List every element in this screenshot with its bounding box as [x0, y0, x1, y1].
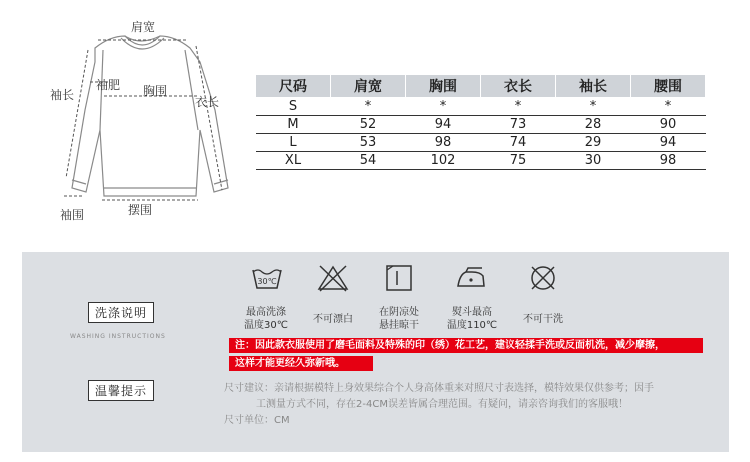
measurement-diagram: [0, 0, 250, 240]
header-waist: 腰围: [631, 75, 706, 98]
cell: 98: [631, 152, 706, 170]
cell: 102: [406, 152, 481, 170]
cell: 30: [556, 152, 631, 170]
wash-30-icon: [250, 264, 284, 292]
care-label-line: 在阴凉处: [379, 307, 419, 318]
size-table: [255, 74, 706, 170]
sweater-outline-icon: [0, 0, 250, 240]
header-sleeve: 袖长: [556, 75, 631, 98]
wash-temp-text: 30℃: [257, 277, 277, 286]
label-body-length: 衣长: [195, 95, 220, 109]
header-shoulder: 肩宽: [331, 75, 406, 98]
label-shoulder: 肩宽: [131, 20, 156, 34]
label-hem: 摆围: [128, 203, 153, 217]
cell: 74: [481, 134, 556, 152]
care-label-wash: [227, 306, 305, 332]
care-label-line: 最高洗涤: [246, 307, 286, 318]
care-label-dryclean: [508, 313, 578, 326]
care-label-line: 熨斗最高: [452, 307, 492, 318]
cell: *: [556, 98, 631, 116]
cell: 53: [331, 134, 406, 152]
care-label-line: 不可干洗: [523, 314, 563, 325]
cell: 52: [331, 116, 406, 134]
header-size: 尺码: [256, 75, 331, 98]
label-sleeve-length: 袖长: [50, 88, 75, 102]
cell: *: [331, 98, 406, 116]
line-dry-shade-icon: [382, 264, 416, 292]
tips-line: 尺寸建议：亲请根据模特上身效果综合个人身高体重来对照尺寸表选择，模特效果仅供参考；因手: [224, 383, 654, 394]
notice-line-1: 注：因此款衣服使用了磨毛面料及特殊的印（绣）花工艺，建议轻揉手洗或反面机洗，减少摩擦，: [229, 338, 703, 353]
care-label-iron: [436, 306, 508, 332]
cell: 98: [406, 134, 481, 152]
table-row: [256, 152, 706, 170]
cell: 94: [406, 116, 481, 134]
care-label-line: 温度110℃: [446, 320, 498, 331]
washing-subtitle: WASHING INSTRUCTIONS: [70, 333, 166, 340]
care-label-line: 悬挂晾干: [379, 320, 419, 331]
care-label-line: 温度30℃: [244, 320, 288, 331]
cell: S: [256, 98, 331, 116]
tips-line: 工测量方式不同，存在2-4CM误差皆属合理范围。有疑问，请亲咨询我们的客服哦！: [256, 399, 628, 410]
no-bleach-icon: [316, 264, 350, 292]
care-label-line: 不可漂白: [313, 314, 353, 325]
table-header-row: [256, 75, 706, 98]
cell: 54: [331, 152, 406, 170]
tips-text: [224, 381, 714, 429]
cell: XL: [256, 152, 331, 170]
table-row: [256, 116, 706, 134]
cell: 29: [556, 134, 631, 152]
cell: *: [406, 98, 481, 116]
care-label-dry: [364, 306, 434, 332]
care-label-bleach: [298, 313, 368, 326]
cell: *: [481, 98, 556, 116]
cell: 90: [631, 116, 706, 134]
cell: L: [256, 134, 331, 152]
no-dry-clean-icon: [526, 264, 560, 292]
care-panel: [22, 252, 729, 452]
header-length: 衣长: [481, 75, 556, 98]
label-cuff: 袖围: [60, 208, 85, 222]
cell: *: [631, 98, 706, 116]
table-row: [256, 134, 706, 152]
cell: 94: [631, 134, 706, 152]
cell: 75: [481, 152, 556, 170]
iron-110-icon: [454, 264, 488, 292]
header-chest: 胸围: [406, 75, 481, 98]
table-row: [256, 98, 706, 116]
tips-line: 尺寸单位：CM: [224, 415, 290, 426]
label-bicep: 袖肥: [96, 78, 121, 92]
label-chest: 胸围: [143, 84, 168, 98]
notice-line-2: 这样才能更经久弥新哦。: [229, 356, 373, 371]
cell: 28: [556, 116, 631, 134]
tips-title: 温馨提示: [88, 380, 154, 401]
cell: 73: [481, 116, 556, 134]
cell: M: [256, 116, 331, 134]
washing-subtitle-wrap: [70, 323, 166, 342]
washing-title: 洗涤说明: [88, 302, 154, 323]
